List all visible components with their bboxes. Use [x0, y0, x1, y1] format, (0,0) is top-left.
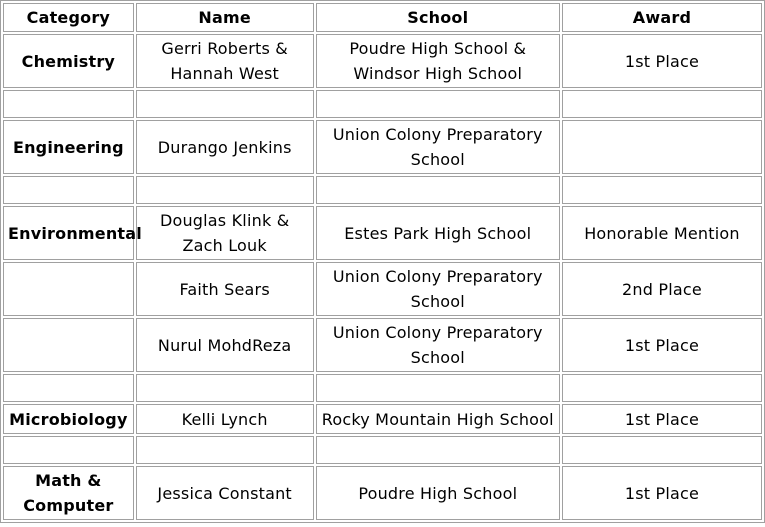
- award-cell: 1st Place: [562, 318, 762, 372]
- empty-cell: [562, 436, 762, 464]
- empty-cell: [136, 90, 314, 118]
- category-cell: Environmental: [3, 206, 134, 260]
- award-cell: 2nd Place: [562, 262, 762, 316]
- empty-cell: [562, 176, 762, 204]
- spacer-row: [3, 90, 762, 118]
- table-row: [3, 34, 762, 88]
- table-row: [3, 318, 762, 372]
- school-cell: Union Colony Preparatory School: [316, 318, 560, 372]
- header-name: Name: [136, 3, 314, 32]
- empty-cell: [562, 374, 762, 402]
- header-school: School: [316, 3, 560, 32]
- name-cell: Douglas Klink & Zach Louk: [136, 206, 314, 260]
- header-award: Award: [562, 3, 762, 32]
- name-cell: Gerri Roberts & Hannah West: [136, 34, 314, 88]
- table-row: [3, 466, 762, 520]
- table-row: [3, 206, 762, 260]
- empty-cell: [3, 90, 134, 118]
- empty-cell: [136, 374, 314, 402]
- school-cell: Union Colony Preparatory School: [316, 262, 560, 316]
- award-cell: 1st Place: [562, 34, 762, 88]
- empty-cell: [316, 436, 560, 464]
- award-cell: 1st Place: [562, 404, 762, 434]
- category-cell: [3, 318, 134, 372]
- category-cell: [3, 262, 134, 316]
- category-cell: Chemistry: [3, 34, 134, 88]
- spacer-row: [3, 374, 762, 402]
- school-cell: Union Colony Preparatory School: [316, 120, 560, 174]
- empty-cell: [136, 436, 314, 464]
- category-cell: Math & Computer: [3, 466, 134, 520]
- name-cell: Faith Sears: [136, 262, 314, 316]
- empty-cell: [136, 176, 314, 204]
- table-row: [3, 262, 762, 316]
- award-cell: Honorable Mention: [562, 206, 762, 260]
- table-row: [3, 120, 762, 174]
- category-cell: Microbiology: [3, 404, 134, 434]
- spacer-row: [3, 176, 762, 204]
- empty-cell: [3, 436, 134, 464]
- award-cell: 1st Place: [562, 466, 762, 520]
- header-row: [3, 3, 762, 32]
- school-cell: Estes Park High School: [316, 206, 560, 260]
- school-cell: Poudre High School: [316, 466, 560, 520]
- empty-cell: [316, 90, 560, 118]
- category-cell: Engineering: [3, 120, 134, 174]
- empty-cell: [3, 176, 134, 204]
- school-cell: Rocky Mountain High School: [316, 404, 560, 434]
- award-cell: [562, 120, 762, 174]
- empty-cell: [3, 374, 134, 402]
- header-category: Category: [3, 3, 134, 32]
- name-cell: Nurul MohdReza: [136, 318, 314, 372]
- name-cell: Durango Jenkins: [136, 120, 314, 174]
- table-row: [3, 404, 762, 434]
- empty-cell: [316, 176, 560, 204]
- spacer-row: [3, 436, 762, 464]
- school-cell: Poudre High School & Windsor High School: [316, 34, 560, 88]
- name-cell: Kelli Lynch: [136, 404, 314, 434]
- empty-cell: [316, 374, 560, 402]
- empty-cell: [562, 90, 762, 118]
- name-cell: Jessica Constant: [136, 466, 314, 520]
